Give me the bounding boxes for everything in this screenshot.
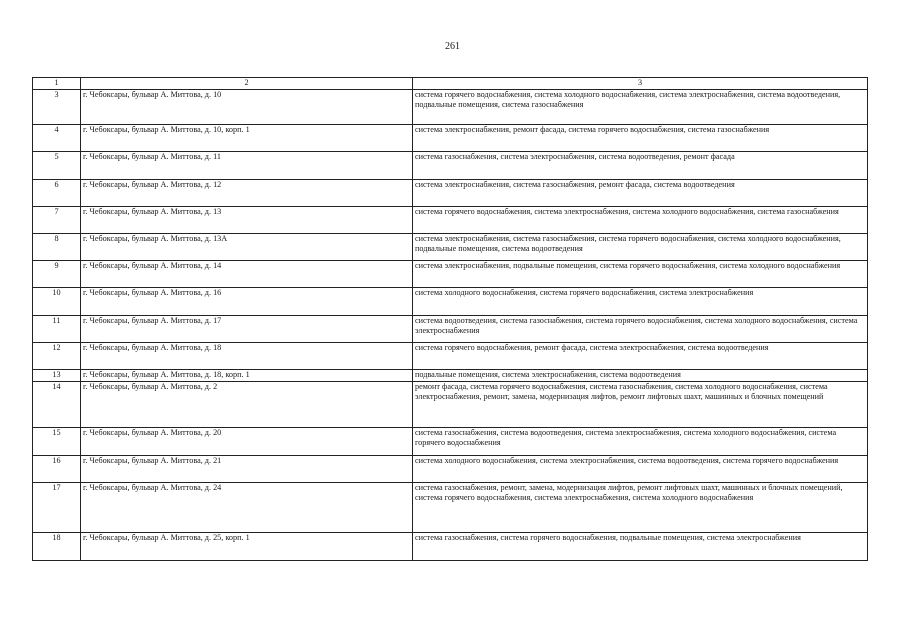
row-works: подвальные помещения, система электроснабжения, система водоотведения [413,370,868,382]
row-address: г. Чебоксары, бульвар А. Миттова, д. 18, корп. 1 [81,370,413,382]
table-row [33,428,868,456]
row-works: система газоснабжения, система горячего водоснабжения, подвальные помещения, система электроснабжения [413,533,868,561]
column-header-3: 3 [413,78,868,90]
row-address: г. Чебоксары, бульвар А. Миттова, д. 16 [81,288,413,316]
row-works: система электроснабжения, система газоснабжения, система горячего водоснабжения, система холодного водоснабжения, подвальные помещения, система водоотведения [413,234,868,261]
row-address: г. Чебоксары, бульвар А. Миттова, д. 18 [81,343,413,370]
row-number: 5 [33,152,81,180]
row-number: 13 [33,370,81,382]
table-row [33,316,868,343]
row-works: система газоснабжения, система электроснабжения, система водоотведения, ремонт фасада [413,152,868,180]
table-row [33,533,868,561]
table-row [33,261,868,288]
row-address: г. Чебоксары, бульвар А. Миттова, д. 13А [81,234,413,261]
row-address: г. Чебоксары, бульвар А. Миттова, д. 12 [81,180,413,207]
row-works: система электроснабжения, ремонт фасада, система горячего водоснабжения, система газоснабжения [413,125,868,152]
row-address: г. Чебоксары, бульвар А. Миттова, д. 10 [81,90,413,125]
row-address: г. Чебоксары, бульвар А. Миттова, д. 17 [81,316,413,343]
table-row [33,180,868,207]
table-row [33,483,868,533]
row-address: г. Чебоксары, бульвар А. Миттова, д. 13 [81,207,413,234]
row-address: г. Чебоксары, бульвар А. Миттова, д. 10, корп. 1 [81,125,413,152]
row-address: г. Чебоксары, бульвар А. Миттова, д. 20 [81,428,413,456]
row-works: ремонт фасада, система горячего водоснабжения, система газоснабжения, система холодного водоснабжения, система электроснабжения, ремонт, замена, модернизация лифтов, ремонт лифтовых шахт, машинных и блочных помещений [413,382,868,428]
row-number: 7 [33,207,81,234]
row-number: 12 [33,343,81,370]
row-number: 14 [33,382,81,428]
row-works: система горячего водоснабжения, система холодного водоснабжения, система электроснабжения, система водоотведения, подвальные помещения, система газоснабжения [413,90,868,125]
row-address: г. Чебоксары, бульвар А. Миттова, д. 11 [81,152,413,180]
row-address: г. Чебоксары, бульвар А. Миттова, д. 21 [81,456,413,483]
row-works: система горячего водоснабжения, ремонт фасада, система электроснабжения, система водоотведения [413,343,868,370]
column-header-1: 1 [33,78,81,90]
table-row [33,234,868,261]
row-works: система электроснабжения, подвальные помещения, система горячего водоснабжения, система холодного водоснабжения [413,261,868,288]
row-number: 17 [33,483,81,533]
row-works: система электроснабжения, система газоснабжения, ремонт фасада, система водоотведения [413,180,868,207]
table-body [33,78,868,561]
row-works: система холодного водоснабжения, система горячего водоснабжения, система электроснабжения [413,288,868,316]
column-header-2: 2 [81,78,413,90]
row-address: г. Чебоксары, бульвар А. Миттова, д. 2 [81,382,413,428]
page-number: 261 [445,41,460,52]
row-number: 4 [33,125,81,152]
row-number: 9 [33,261,81,288]
row-works: система газоснабжения, система водоотведения, система электроснабжения, система холодного водоснабжения, система горячего водоснабжения [413,428,868,456]
row-number: 8 [33,234,81,261]
table-header-row [33,78,868,90]
row-number: 6 [33,180,81,207]
row-number: 11 [33,316,81,343]
table-row [33,370,868,382]
table-row [33,343,868,370]
row-number: 10 [33,288,81,316]
row-number: 18 [33,533,81,561]
row-works: система холодного водоснабжения, система электроснабжения, система водоотведения, система горячего водоснабжения [413,456,868,483]
table-row [33,288,868,316]
row-number: 16 [33,456,81,483]
table-row [33,382,868,428]
row-address: г. Чебоксары, бульвар А. Миттова, д. 25, корп. 1 [81,533,413,561]
table-row [33,125,868,152]
row-address: г. Чебоксары, бульвар А. Миттова, д. 14 [81,261,413,288]
row-works: система газоснабжения, ремонт, замена, модернизация лифтов, ремонт лифтовых шахт, машинных и блочных помещений, система горячего водоснабжения, система электроснабжения, система холодного водоснабжения [413,483,868,533]
row-number: 3 [33,90,81,125]
table-row [33,207,868,234]
row-number: 15 [33,428,81,456]
table-row [33,456,868,483]
table-row [33,152,868,180]
works-table [32,77,868,561]
table-row [33,90,868,125]
row-address: г. Чебоксары, бульвар А. Миттова, д. 24 [81,483,413,533]
row-works: система водоотведения, система газоснабжения, система горячего водоснабжения, система холодного водоснабжения, система электроснабжения [413,316,868,343]
row-works: система горячего водоснабжения, система электроснабжения, система холодного водоснабжения, система газоснабжения [413,207,868,234]
